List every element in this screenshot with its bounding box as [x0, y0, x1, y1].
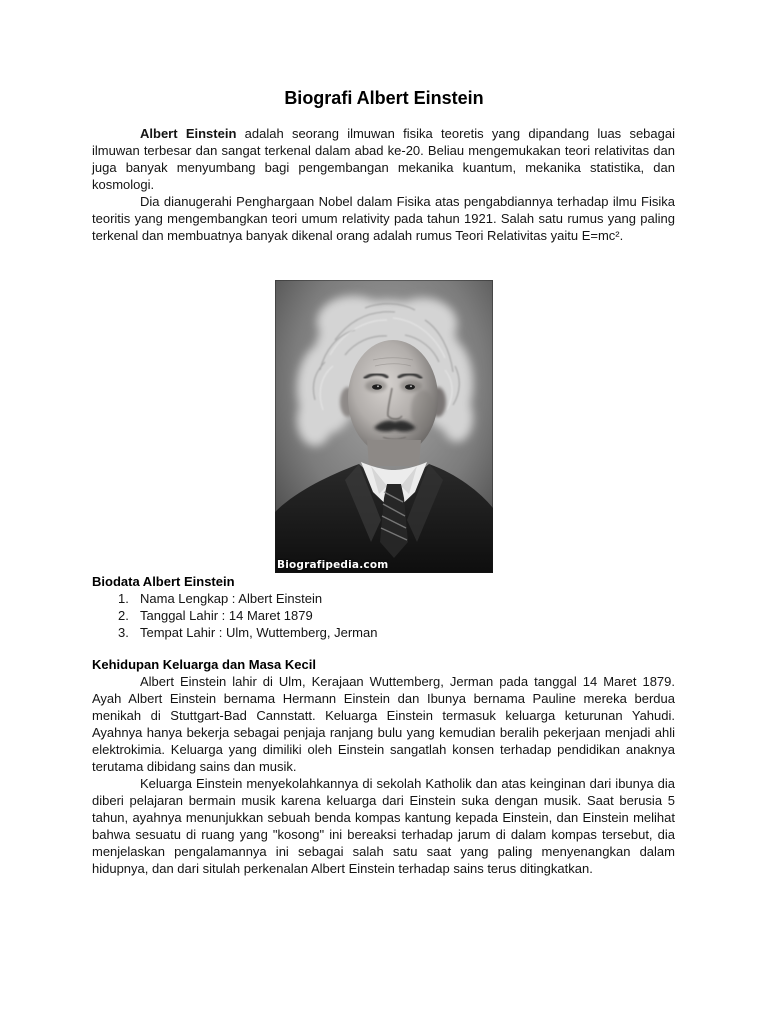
- list-item-text: Tempat Lahir : Ulm, Wuttemberg, Jerman: [140, 625, 378, 640]
- family-section: [92, 673, 675, 877]
- einstein-photo: [275, 280, 493, 573]
- family-paragraph-1: Albert Einstein lahir di Ulm, Kerajaan Wuttemberg, Jerman pada tanggal 14 Maret 1879. Ayah Albert Einstein bernama Hermann Einstein dan Ibunya bernama Pauline mereka berdua menikah di Stuttgart-Bad Cannstatt. Keluarga Einstein termasuk keluarga keturunan Yahudi. Ayahnya hanya bekerja sebagai penjaja ranjang bulu yang kemudian beralih pekerjaan menjadi ahli elektrokimia. Keluarga yang dimiliki oleh Einstein sangatlah konsen terhadap pendidikan anaknya terutama dibidang sains dan musik.: [92, 674, 675, 774]
- list-item-text: Nama Lengkap : Albert Einstein: [140, 591, 323, 606]
- intro-section: [92, 125, 675, 244]
- list-item: [92, 590, 675, 607]
- family-heading: Kehidupan Keluarga dan Masa Kecil: [92, 657, 316, 672]
- list-item: [92, 607, 675, 624]
- einstein-portrait: [275, 280, 493, 573]
- intro-paragraph-1: [92, 125, 675, 193]
- page-title: Biografi Albert Einstein: [284, 88, 484, 108]
- intro-name: Albert Einstein: [140, 126, 237, 141]
- list-item-number: 2.: [118, 608, 129, 623]
- list-item-number: 3.: [118, 625, 129, 640]
- list-item-text: Tanggal Lahir : 14 Maret 1879: [140, 608, 313, 623]
- intro-paragraph-1-text: adalah seorang ilmuwan fisika teoretis yang dipandang luas sebagai ilmuwan terbesar dan sangat terkenal dalam abad ke-20. Beliau mengemukakan teori relativitas dan juga banyak menyumbang bagi pengembangan mekanika kuantum, mekanika statistika, dan kosmologi.: [92, 126, 675, 192]
- intro-paragraph-2: Dia dianugerahi Penghargaan Nobel dalam Fisika atas pengabdiannya terhadap ilmu Fisika teoritis yang mengembangkan teori umum relativity pada tahun 1921. Salah satu rumus yang paling terkenal dan membuatnya banyak dikenal orang adalah rumus Teori Relativitas yaitu E=mc².: [92, 194, 675, 243]
- photo-watermark: Biografipedia.com: [277, 559, 389, 571]
- biodata-heading: Biodata Albert Einstein: [92, 574, 235, 589]
- list-item: [92, 624, 675, 641]
- list-item-number: 1.: [118, 591, 129, 606]
- biodata-list: [92, 590, 675, 641]
- family-paragraph-2: Keluarga Einstein menyekolahkannya di sekolah Katholik dan atas keinginan dari ibunya dia diberi pelajaran bermain musik karena keluarga dari Einstein suka dengan musik. Saat berusia 5 tahun, ayahnya menunjukkan sebuah benda kompas kantung kepada Einstein, dan Einstein melihat bahwa sesuatu di ruang yang "kosong" ini bereaksi terhadap jarum di dalam kompas tersebut, dia menjelaskan pengalamannya ini sebagai salah satu saat yang paling menyenangkan dalam hidupnya, dan dari situlah perkenalan Albert Einstein terhadap sains terus ditingkatkan.: [92, 776, 675, 876]
